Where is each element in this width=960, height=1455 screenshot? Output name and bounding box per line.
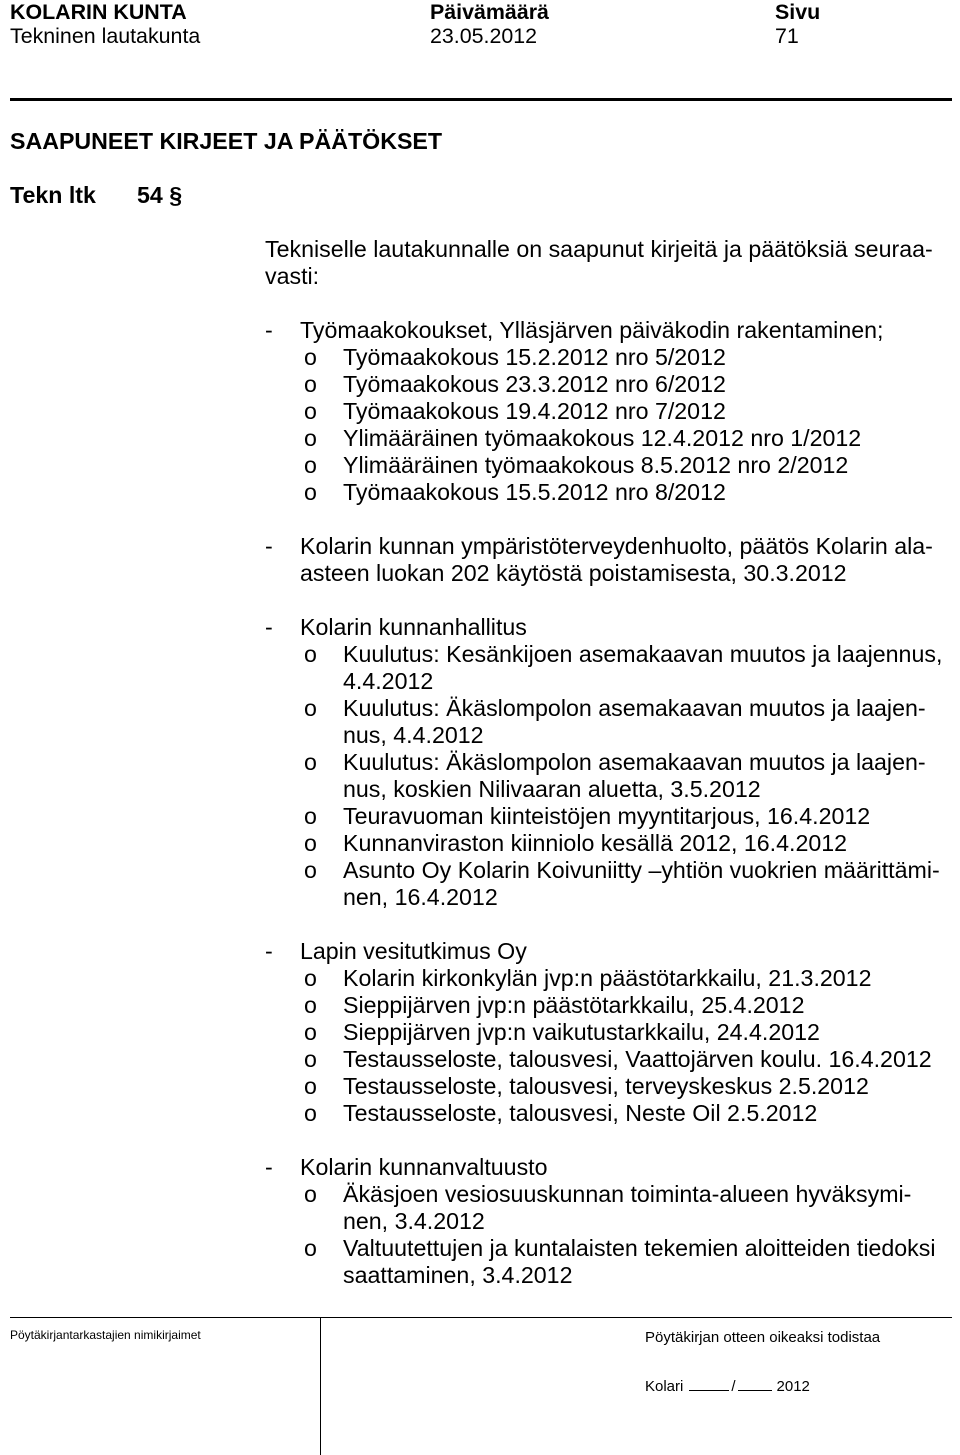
- section-label: Tekn ltk: [10, 182, 96, 208]
- sub-item-text: Ylimääräinen työmaakokous 8.5.2012 nro 2/2012: [343, 452, 849, 478]
- section-title: SAAPUNEET KIRJEET JA PÄÄTÖKSET: [10, 128, 443, 154]
- list-bullet: o: [304, 1235, 317, 1261]
- certification-date-line: [645, 1377, 810, 1397]
- list-bullet: o: [304, 344, 317, 370]
- sub-item-text: Asunto Oy Kolarin Koivuniitty –yhtiön vuokrien määrittämi-: [343, 857, 940, 883]
- list-bullet: o: [304, 1100, 317, 1126]
- sub-item-line: [0, 1208, 960, 1235]
- sub-item-text: Työmaakokous 19.4.2012 nro 7/2012: [343, 398, 726, 424]
- intro-line: [0, 236, 960, 263]
- page-number: 71: [775, 24, 799, 48]
- list-bullet: o: [304, 398, 317, 424]
- letters-list: [0, 236, 960, 1289]
- group-heading-line: [0, 1154, 960, 1181]
- sub-item-line: [0, 1181, 960, 1208]
- sub-item-line: [0, 695, 960, 722]
- sub-item-line: [0, 776, 960, 803]
- sub-item: [0, 479, 960, 506]
- sub-item-line: [0, 749, 960, 776]
- sub-item-line: [0, 1073, 960, 1100]
- sub-item-text: Sieppijärven jvp:n päästötarkkailu, 25.4.2012: [343, 992, 805, 1018]
- list-bullet: o: [304, 695, 317, 721]
- list-bullet: o: [304, 857, 317, 883]
- header-rule: [10, 98, 952, 101]
- certification-label: Pöytäkirjan otteen oikeaksi todistaa: [645, 1329, 881, 1346]
- certification-year: 2012: [776, 1378, 810, 1395]
- group-heading-text: Kolarin kunnan ympäristöterveydenhuolto, päätös Kolarin ala-: [300, 533, 933, 559]
- sub-item: [0, 1181, 960, 1235]
- sub-item: [0, 803, 960, 830]
- sub-item-line: [0, 344, 960, 371]
- sub-item-text: nus, koskien Nilivaaran aluetta, 3.5.2012: [343, 776, 761, 802]
- intro-line: [0, 263, 960, 290]
- sub-item: [0, 1073, 960, 1100]
- group-heading-line: [0, 614, 960, 641]
- sub-item: [0, 1019, 960, 1046]
- sub-item: [0, 695, 960, 749]
- list-bullet: o: [304, 1181, 317, 1207]
- date-blank-month: [738, 1390, 772, 1391]
- section-number: 54 §: [137, 182, 183, 208]
- sub-item: [0, 344, 960, 371]
- sub-item-text: nen, 3.4.2012: [343, 1208, 485, 1234]
- sub-item-line: [0, 668, 960, 695]
- sub-item-text: Työmaakokous 23.3.2012 nro 6/2012: [343, 371, 726, 397]
- group-heading-text: Kolarin kunnanvaltuusto: [300, 1154, 548, 1180]
- sub-item: [0, 830, 960, 857]
- sub-item: [0, 425, 960, 452]
- sub-item-text: Testausseloste, talousvesi, terveyskeskus 2.5.2012: [343, 1073, 869, 1099]
- sub-item: [0, 1100, 960, 1127]
- sub-item-line: [0, 641, 960, 668]
- footer-rule: [10, 1317, 952, 1318]
- sub-item-text: 4.4.2012: [343, 668, 434, 694]
- sub-item-text: Kunnanviraston kiinniolo kesällä 2012, 16.4.2012: [343, 830, 848, 856]
- sub-item-line: [0, 1019, 960, 1046]
- inspectors-initials-label: Pöytäkirjantarkastajien nimikirjaimet: [10, 1328, 201, 1342]
- group-municipal-council: [0, 1154, 960, 1289]
- list-bullet: o: [304, 992, 317, 1018]
- sub-item-line: [0, 425, 960, 452]
- meeting-date: 23.05.2012: [430, 24, 538, 48]
- group-heading-text: Kolarin kunnanhallitus: [300, 614, 527, 640]
- sub-item-text: Kuulutus: Äkäslompolon asemakaavan muutos ja laajen-: [343, 695, 926, 721]
- group-municipal-board: [0, 614, 960, 911]
- sub-item-line: [0, 452, 960, 479]
- sub-item-text: Äkäsjoen vesiosuuskunnan toiminta-alueen hyväksymi-: [343, 1181, 912, 1207]
- group-heading-line: [0, 317, 960, 344]
- sub-item-line: [0, 830, 960, 857]
- list-bullet: o: [304, 1019, 317, 1045]
- list-bullet: o: [304, 749, 317, 775]
- sub-item: [0, 857, 960, 911]
- sub-item-text: saattaminen, 3.4.2012: [343, 1262, 573, 1288]
- list-dash: -: [265, 1154, 273, 1180]
- sub-item-text: Sieppijärven jvp:n vaikutustarkkailu, 24.4.2012: [343, 1019, 820, 1045]
- list-dash: -: [265, 938, 273, 964]
- sub-item: [0, 965, 960, 992]
- intro-text: vasti:: [265, 263, 320, 289]
- sub-item-line: [0, 884, 960, 911]
- list-dash: -: [265, 614, 273, 640]
- group-site-meetings: [0, 317, 960, 506]
- group-heading-line: [0, 533, 960, 560]
- page-label: Sivu: [775, 0, 821, 24]
- list-bullet: o: [304, 479, 317, 505]
- list-bullet: o: [304, 965, 317, 991]
- certification-place: Kolari: [645, 1378, 684, 1395]
- sub-item: [0, 398, 960, 425]
- sub-item-text: Testausseloste, talousvesi, Vaattojärven koulu. 16.4.2012: [343, 1046, 932, 1072]
- list-dash: -: [265, 317, 273, 343]
- sub-item-text: Teuravuoman kiinteistöjen myyntitarjous, 16.4.2012: [343, 803, 871, 829]
- list-bullet: o: [304, 803, 317, 829]
- sub-item-line: [0, 722, 960, 749]
- sub-item: [0, 992, 960, 1019]
- sub-item-text: Työmaakokous 15.2.2012 nro 5/2012: [343, 344, 726, 370]
- sub-item: [0, 641, 960, 695]
- group-heading-text: Lapin vesitutkimus Oy: [300, 938, 527, 964]
- list-bullet: o: [304, 830, 317, 856]
- sub-item-line: [0, 965, 960, 992]
- list-dash: -: [265, 533, 273, 559]
- group-heading-line: [0, 560, 960, 587]
- list-bullet: o: [304, 425, 317, 451]
- list-bullet: o: [304, 1073, 317, 1099]
- date-blank-day: [689, 1390, 729, 1391]
- sub-item-line: [0, 1262, 960, 1289]
- footer-divider: [320, 1317, 321, 1455]
- sub-item: [0, 452, 960, 479]
- list-bullet: o: [304, 371, 317, 397]
- list-bullet: o: [304, 452, 317, 478]
- sub-item-line: [0, 398, 960, 425]
- sub-item-line: [0, 1235, 960, 1262]
- sub-item-text: nus, 4.4.2012: [343, 722, 484, 748]
- sub-item: [0, 371, 960, 398]
- sub-item-line: [0, 1046, 960, 1073]
- intro-text: Tekniselle lautakunnalle on saapunut kirjeitä ja päätöksiä seuraa-: [265, 236, 933, 262]
- group-lapin-vesitutkimus: [0, 938, 960, 1127]
- sub-item-text: Kuulutus: Kesänkijoen asemakaavan muutos ja laajennus,: [343, 641, 943, 667]
- intro-paragraph: [0, 236, 960, 290]
- sub-item-text: Ylimääräinen työmaakokous 12.4.2012 nro 1/2012: [343, 425, 862, 451]
- sub-item-line: [0, 992, 960, 1019]
- sub-item: [0, 1046, 960, 1073]
- sub-item-line: [0, 857, 960, 884]
- sub-item-text: Työmaakokous 15.5.2012 nro 8/2012: [343, 479, 726, 505]
- date-label: Päivämäärä: [430, 0, 549, 24]
- sub-item-line: [0, 371, 960, 398]
- sub-item-text: nen, 16.4.2012: [343, 884, 498, 910]
- sub-item: [0, 1235, 960, 1289]
- date-separator: /: [731, 1378, 736, 1395]
- sub-item: [0, 749, 960, 803]
- sub-item-line: [0, 803, 960, 830]
- list-bullet: o: [304, 1046, 317, 1072]
- group-heading-text: asteen luokan 202 käytöstä poistamisesta, 30.3.2012: [300, 560, 847, 586]
- sub-item-line: [0, 479, 960, 506]
- group-heading-text: Työmaakokoukset, Ylläsjärven päiväkodin rakentaminen;: [300, 317, 884, 343]
- sub-item-text: Kolarin kirkonkylän jvp:n päästötarkkailu, 21.3.2012: [343, 965, 872, 991]
- sub-item-text: Valtuutettujen ja kuntalaisten tekemien aloitteiden tiedoksi: [343, 1235, 936, 1261]
- org-name: KOLARIN KUNTA: [10, 0, 187, 24]
- list-bullet: o: [304, 641, 317, 667]
- committee-name: Tekninen lautakunta: [10, 24, 201, 48]
- sub-item-text: Testausseloste, talousvesi, Neste Oil 2.5.2012: [343, 1100, 818, 1126]
- group-heading-line: [0, 938, 960, 965]
- sub-item-line: [0, 1100, 960, 1127]
- group-environmental-health: [0, 533, 960, 587]
- sub-item-text: Kuulutus: Äkäslompolon asemakaavan muutos ja laajen-: [343, 749, 926, 775]
